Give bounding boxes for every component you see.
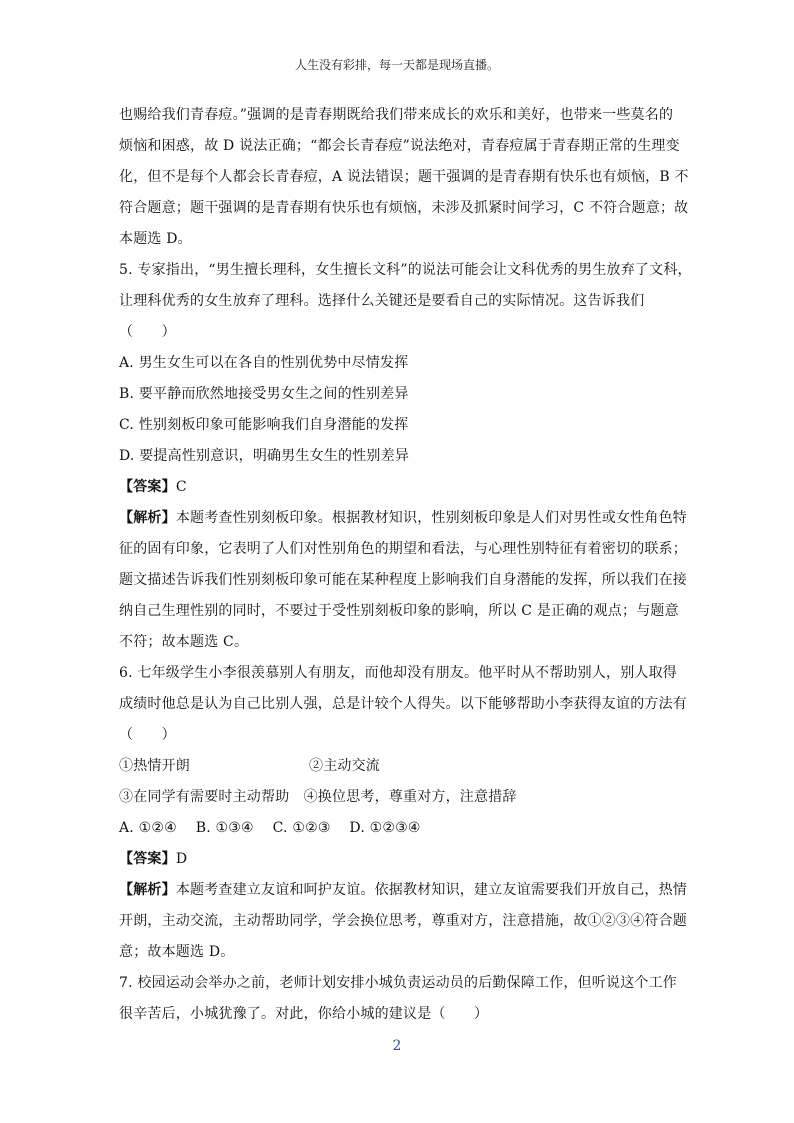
- q5-analysis-line: 题文描述告诉我们性别刻板印象可能在某种程度上影响我们自身潜能的发挥，所以我们在接: [119, 572, 687, 588]
- q6-item-1: ①热情开朗: [119, 758, 190, 774]
- prev-explanation-line: 烦恼和困惑，故 D 说法正确；“都会长青春痘”说法绝对，青春痘属于青春期正常的生理变: [119, 138, 680, 154]
- q6-analysis-line: 开朗，主动交流，主动帮助同学，学会换位思考，尊重对方，注意措施，故①②③④符合题: [119, 913, 687, 929]
- q5-option-a: A. 男生女生可以在各自的性别优势中尽情发挥: [119, 355, 409, 371]
- q6-answer-value: D: [175, 851, 188, 867]
- q6-items-row-2: ③在同学有需要时主动帮助 ④换位思考，尊重对方，注意措辞: [119, 789, 517, 805]
- q5-analysis-label: 【解析】: [119, 510, 176, 526]
- q5-analysis-line: 纳自己生理性别的同时，不要过于受性别刻板印象的影响，所以 C 是正确的观点；与题意: [119, 603, 679, 619]
- q5-answer-value: C: [175, 479, 187, 495]
- q5-stem-line: 5. 专家指出，“男生擅长理科，女生擅长文科”的说法可能会让文科优秀的男生放弃了文科，: [119, 262, 692, 278]
- page-header-motto: 人生没有彩排，每一天都是现场直播。: [294, 58, 499, 72]
- q6-analysis-label: 【解析】: [119, 882, 176, 898]
- q6-answer: [119, 844, 679, 875]
- q5-answer: [119, 472, 679, 503]
- q5-answer-label: 【答案】: [119, 479, 176, 495]
- q5-stem-line: （ ）: [119, 324, 176, 340]
- q6-stem-line: （ ）: [119, 727, 176, 743]
- q5-stem-line: 让理科优秀的女生放弃了理科。选择什么关键还是要看自己的实际情况。这告诉我们: [119, 293, 645, 309]
- prev-explanation-line: 本题选 D。: [119, 231, 192, 247]
- prev-explanation-line: 也赐给我们青春痘。”强调的是青春期既给我们带来成长的欢乐和美好，也带来一些莫名的: [119, 107, 674, 123]
- q6-analysis-text: 本题考查建立友谊和呵护友谊。依据教材知识，建立友谊需要我们开放自己，热情: [175, 882, 688, 898]
- q5-analysis-text: 本题考查性别刻板印象。根据教材知识，性别刻板印象是人们对男性或女性角色特: [175, 510, 688, 526]
- q6-stem-line: 成绩时他总是认为自己比别人强，总是计较个人得失。以下能够帮助小李获得友谊的方法有: [119, 696, 687, 712]
- prev-explanation-line: 化，但不是每个人都会长青春痘，A 说法错误；题干强调的是青春期有快乐也有烦恼，B 不: [119, 169, 689, 185]
- q6-item-2: ②主动交流: [309, 758, 380, 774]
- q6-analysis: [119, 875, 688, 906]
- q6-answer-label: 【答案】: [119, 851, 176, 867]
- prev-explanation-line: 符合题意；题干强调的是青春期有快乐也有烦恼，未涉及抓紧时间学习，C 不符合题意；故: [119, 200, 689, 216]
- q7-stem-line: 7. 校园运动会举办之前，老师计划安排小城负责运动员的后勤保障工作，但听说这个工作: [119, 975, 678, 991]
- document-body: [119, 100, 692, 1030]
- q5-option-d: D. 要提高性别意识，明确男生女生的性别差异: [119, 448, 410, 464]
- q5-analysis-line: 不符；故本题选 C。: [119, 634, 249, 650]
- q6-analysis-line: 意；故本题选 D。: [119, 944, 235, 960]
- q5-option-c: C. 性别刻板印象可能影响我们自身潜能的发挥: [119, 417, 409, 433]
- page-number: 2: [392, 1038, 402, 1054]
- q5-analysis-line: 征的固有印象，它表明了人们对性别角色的期望和看法，与心理性别特征有着密切的联系；: [119, 541, 687, 557]
- q6-stem-line: 6. 七年级学生小李很羡慕别人有朋友，而他却没有朋友。他平时从不帮助别人，别人取得: [119, 665, 678, 681]
- q5-analysis: [119, 503, 688, 534]
- q5-option-b: B. 要平静而欣然地接受男女生之间的性别差异: [119, 386, 409, 402]
- q7-stem-line: 很辛苦后，小城犹豫了。对此，你给小城的建议是（ ）: [119, 1006, 489, 1022]
- q6-choices: A. ①②④ B. ①③④ C. ①②③ D. ①②③④: [119, 820, 421, 836]
- q6-items-row-1: [119, 751, 679, 782]
